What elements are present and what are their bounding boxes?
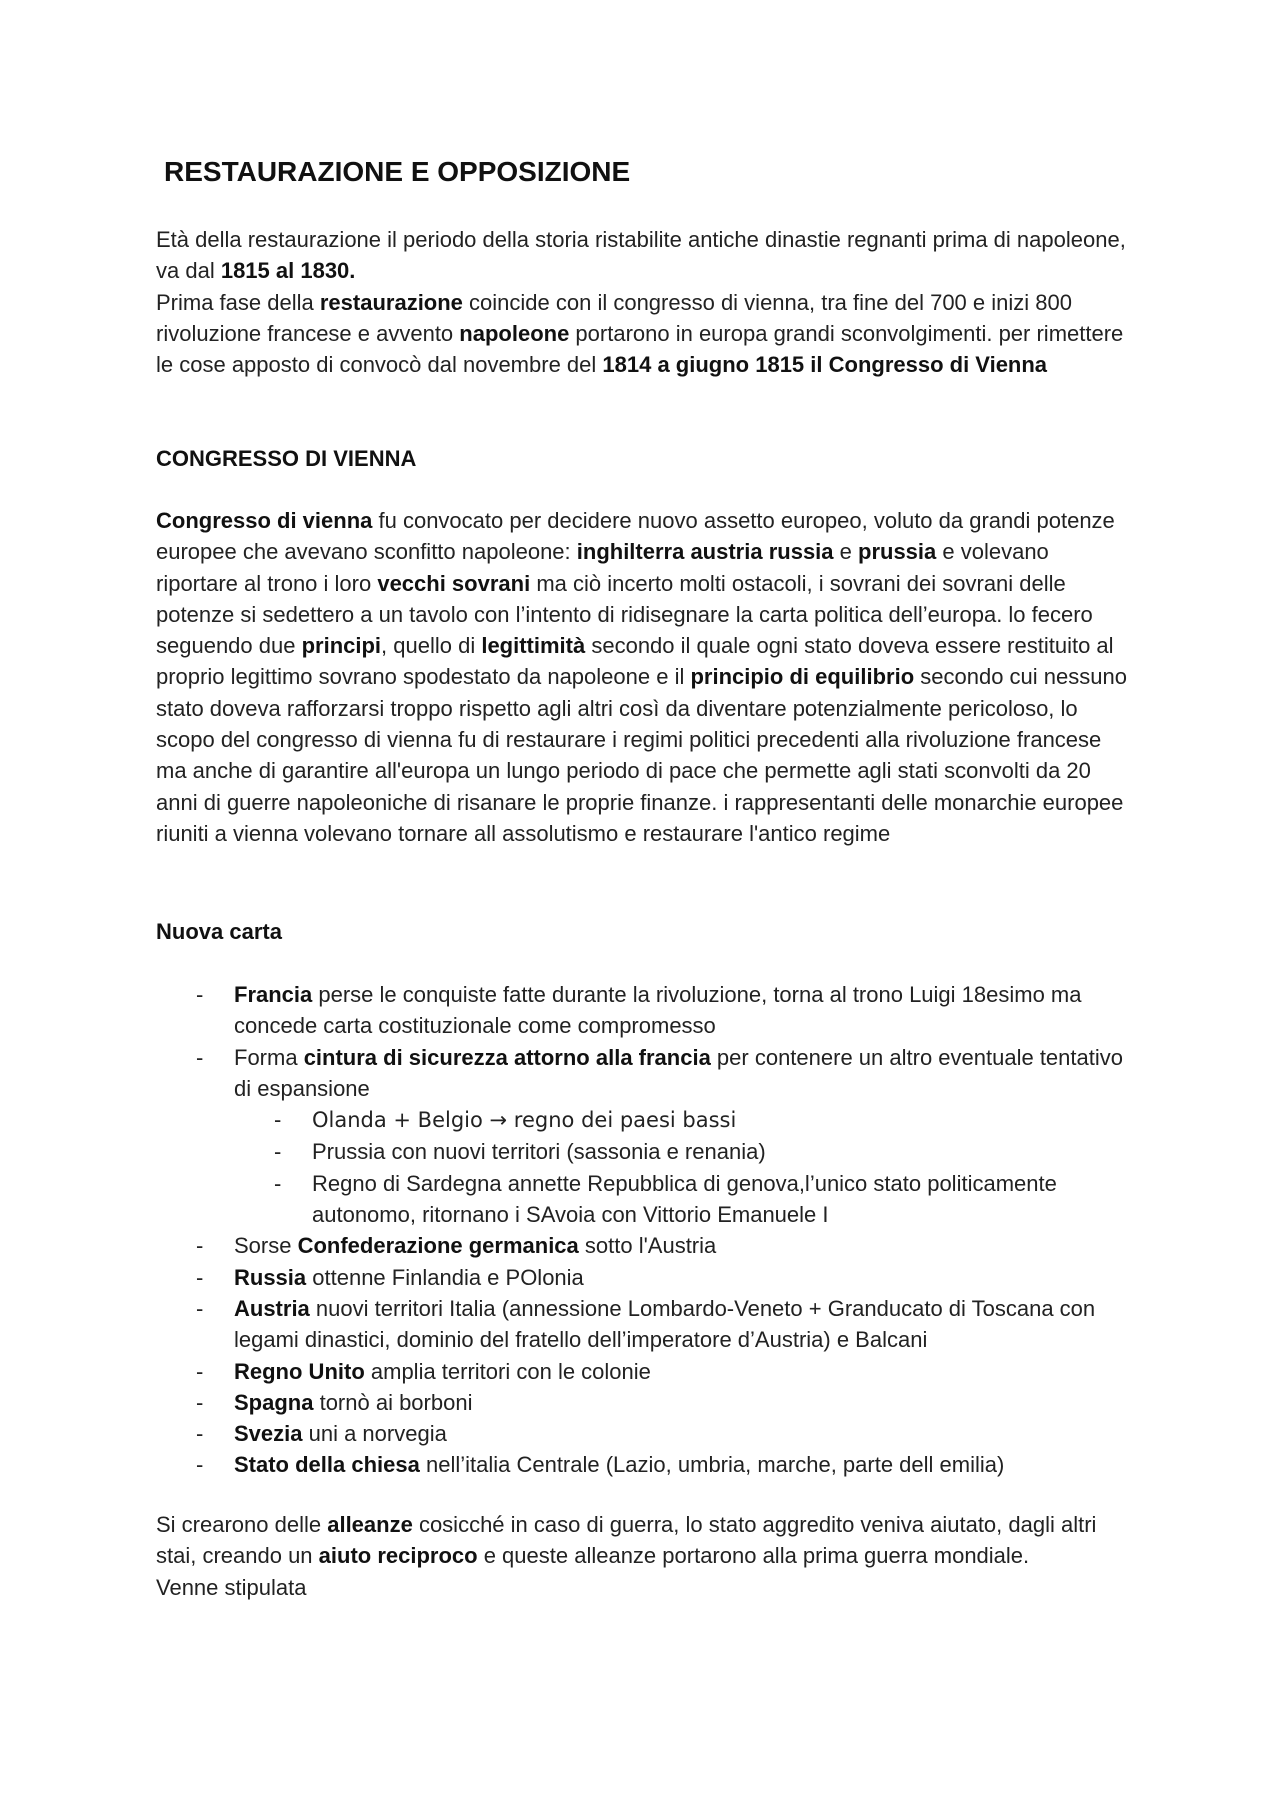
list-item-text: ottenne Finlandia e POlonia <box>306 1264 584 1290</box>
intro-text: coincide con il congresso di vienna, tra fine del 700 e inizi 800 rivoluzione francese e avvento <box>156 289 1072 346</box>
sub-list-item <box>156 1104 1136 1136</box>
list-item-text: per contenere un altro eventuale tentativo di espansione <box>234 1044 1123 1101</box>
list-dash: - <box>196 1233 204 1259</box>
congresso-bold: principi <box>301 633 382 659</box>
congresso-text: e volevano riportare al trono i loro <box>156 539 1049 596</box>
list-item-text: uni a norvegia <box>302 1421 447 1447</box>
list-item <box>156 1356 1136 1387</box>
list-item-text: Prussia con nuovi territori (sassonia e renania) <box>312 1139 766 1165</box>
congresso-bold: legittimità <box>481 633 586 659</box>
list-dash: - <box>196 1044 204 1070</box>
list-item-text: perse le conquiste fatte durante la rivoluzione, torna al trono Luigi 18esimo ma concede carta costituzionale come compromesso <box>234 982 1082 1039</box>
congresso-bold: prussia <box>858 539 937 565</box>
section-heading-congresso: CONGRESSO DI VIENNA <box>156 446 417 471</box>
congresso-bold: vecchi sovrani <box>377 570 531 596</box>
list-item-bold: Svezia <box>234 1421 303 1447</box>
list-item <box>156 1262 1136 1293</box>
congresso-text: ma ciò incerto molti ostacoli, i sovrani dei sovrani delle potenze si sedettero a un tavolo con l’intento di ridisegnare la carta politica dell’europa. lo fecero seguendo due <box>156 570 1093 659</box>
congresso-text: e <box>833 539 858 565</box>
list-item-bold: Spagna <box>234 1389 314 1415</box>
intro-bold: restaurazione <box>319 289 463 315</box>
list-dash: - <box>274 1107 282 1133</box>
congresso-text: secondo cui nessuno stato doveva rafforzarsi troppo rispetto agli altri così da diventare potenzialmente pericoloso, lo scopo del congresso di vienna fu di restaurare i regimi politici precedenti alla rivoluzione francese ma anche di garantire all'europa un lungo periodo di pace che permette agli stati sconvolti da 20 anni di guerre napoleoniche di risanare le proprie finanze. i rappresentanti delle monarchie europee riuniti a vienna volevano tornare all assolutismo e restaurare l'antico regime <box>156 664 1127 846</box>
list-item <box>156 979 1136 1042</box>
list-item-text: Forma <box>234 1044 304 1070</box>
sub-list-item <box>156 1136 1136 1167</box>
list-item-bold: Stato della chiesa <box>234 1452 420 1478</box>
list-dash: - <box>196 1389 204 1415</box>
closing-text: cosicché in caso di guerra, lo stato aggredito veniva aiutato, dagli altri stai, creando un <box>156 1512 1097 1569</box>
list-item-text: Sorse <box>234 1233 298 1259</box>
list-item <box>156 1293 1136 1356</box>
list-item-text: nell’italia Centrale (Lazio, umbria, marche, parte dell emilia) <box>419 1452 1005 1478</box>
list-item-text: Olanda + Belgio → regno dei paesi bassi <box>312 1108 737 1133</box>
list-dash: - <box>196 1421 204 1447</box>
intro-text: portarono in europa grandi sconvolgimenti. per rimettere le cose apposto di convocò dal novembre del <box>156 320 1124 378</box>
nuova-carta-list <box>156 979 1136 1481</box>
congresso-bold: principio di equilibrio <box>690 664 915 690</box>
congresso-paragraph <box>156 505 1136 849</box>
congresso-text: secondo il quale ogni stato doveva essere restituito al proprio legittimo sovrano spodestato da napoleone e il <box>156 633 1114 690</box>
list-item-bold: Austria <box>234 1295 310 1321</box>
section-heading-nuova-carta: Nuova carta <box>156 919 282 944</box>
list-item-bold: Russia <box>234 1264 307 1290</box>
list-dash: - <box>196 1295 204 1321</box>
list-dash: - <box>196 1452 204 1478</box>
intro-paragraph <box>156 224 1136 380</box>
list-item-text: Regno di Sardegna annette Repubblica di genova,l’unico stato politicamente autonomo, ritornano i SAvoia con Vittorio Emanuele I <box>312 1170 1057 1228</box>
list-item-bold: cintura di sicurezza attorno alla francia <box>303 1044 711 1070</box>
closing-bold: aiuto reciproco <box>318 1543 478 1569</box>
list-item <box>156 1230 1136 1261</box>
list-dash: - <box>196 1358 204 1384</box>
document-title: RESTAURAZIONE E OPPOSIZIONE <box>164 156 631 187</box>
closing-text: Si crearono delle <box>156 1512 328 1537</box>
closing-text: Venne stipulata <box>156 1574 307 1600</box>
list-item-bold: Francia <box>234 982 313 1007</box>
congresso-text: fu convocato per decidere nuovo assetto europeo, voluto da grandi potenze europee che avevano sconfitto napoleone: <box>156 508 1115 565</box>
intro-text: Età della restaurazione il periodo della storia ristabilite antiche dinastie regnanti prima di napoleone, va dal <box>156 227 1126 284</box>
congresso-text: , quello di <box>381 633 482 659</box>
list-item <box>156 1387 1136 1418</box>
list-item <box>156 1449 1136 1480</box>
list-item-text: amplia territori con le colonie <box>364 1358 651 1384</box>
closing-paragraph <box>156 1509 1136 1603</box>
congresso-bold: inghilterra austria russia <box>576 539 834 565</box>
intro-text: Prima fase della <box>156 289 320 315</box>
list-dash: - <box>196 1264 204 1290</box>
intro-bold: 1815 al 1830. <box>220 258 356 284</box>
list-item-text: sotto l'Austria <box>578 1233 717 1259</box>
sub-list-item <box>156 1168 1136 1231</box>
list-item-bold: Regno Unito <box>234 1358 365 1384</box>
list-item-text: tornò ai borboni <box>313 1389 473 1415</box>
closing-bold: alleanze <box>327 1512 413 1537</box>
list-dash: - <box>274 1170 282 1196</box>
list-item <box>156 1042 1136 1105</box>
list-dash: - <box>196 982 204 1007</box>
congresso-bold: Congresso di vienna <box>156 508 373 533</box>
closing-text: e queste alleanze portarono alla prima guerra mondiale. <box>477 1543 1030 1569</box>
list-dash: - <box>274 1139 282 1165</box>
intro-bold: napoleone <box>459 320 570 346</box>
intro-bold: 1814 a giugno 1815 il Congresso di Vienna <box>602 352 1048 378</box>
list-item-text: nuovi territori Italia (annessione Lombardo-Veneto + Granducato di Toscana con legami dinastici, dominio del fratello dell’imperatore d’Austria) e Balcani <box>234 1295 1096 1353</box>
list-item <box>156 1418 1136 1449</box>
list-item-bold: Confederazione germanica <box>297 1233 579 1259</box>
